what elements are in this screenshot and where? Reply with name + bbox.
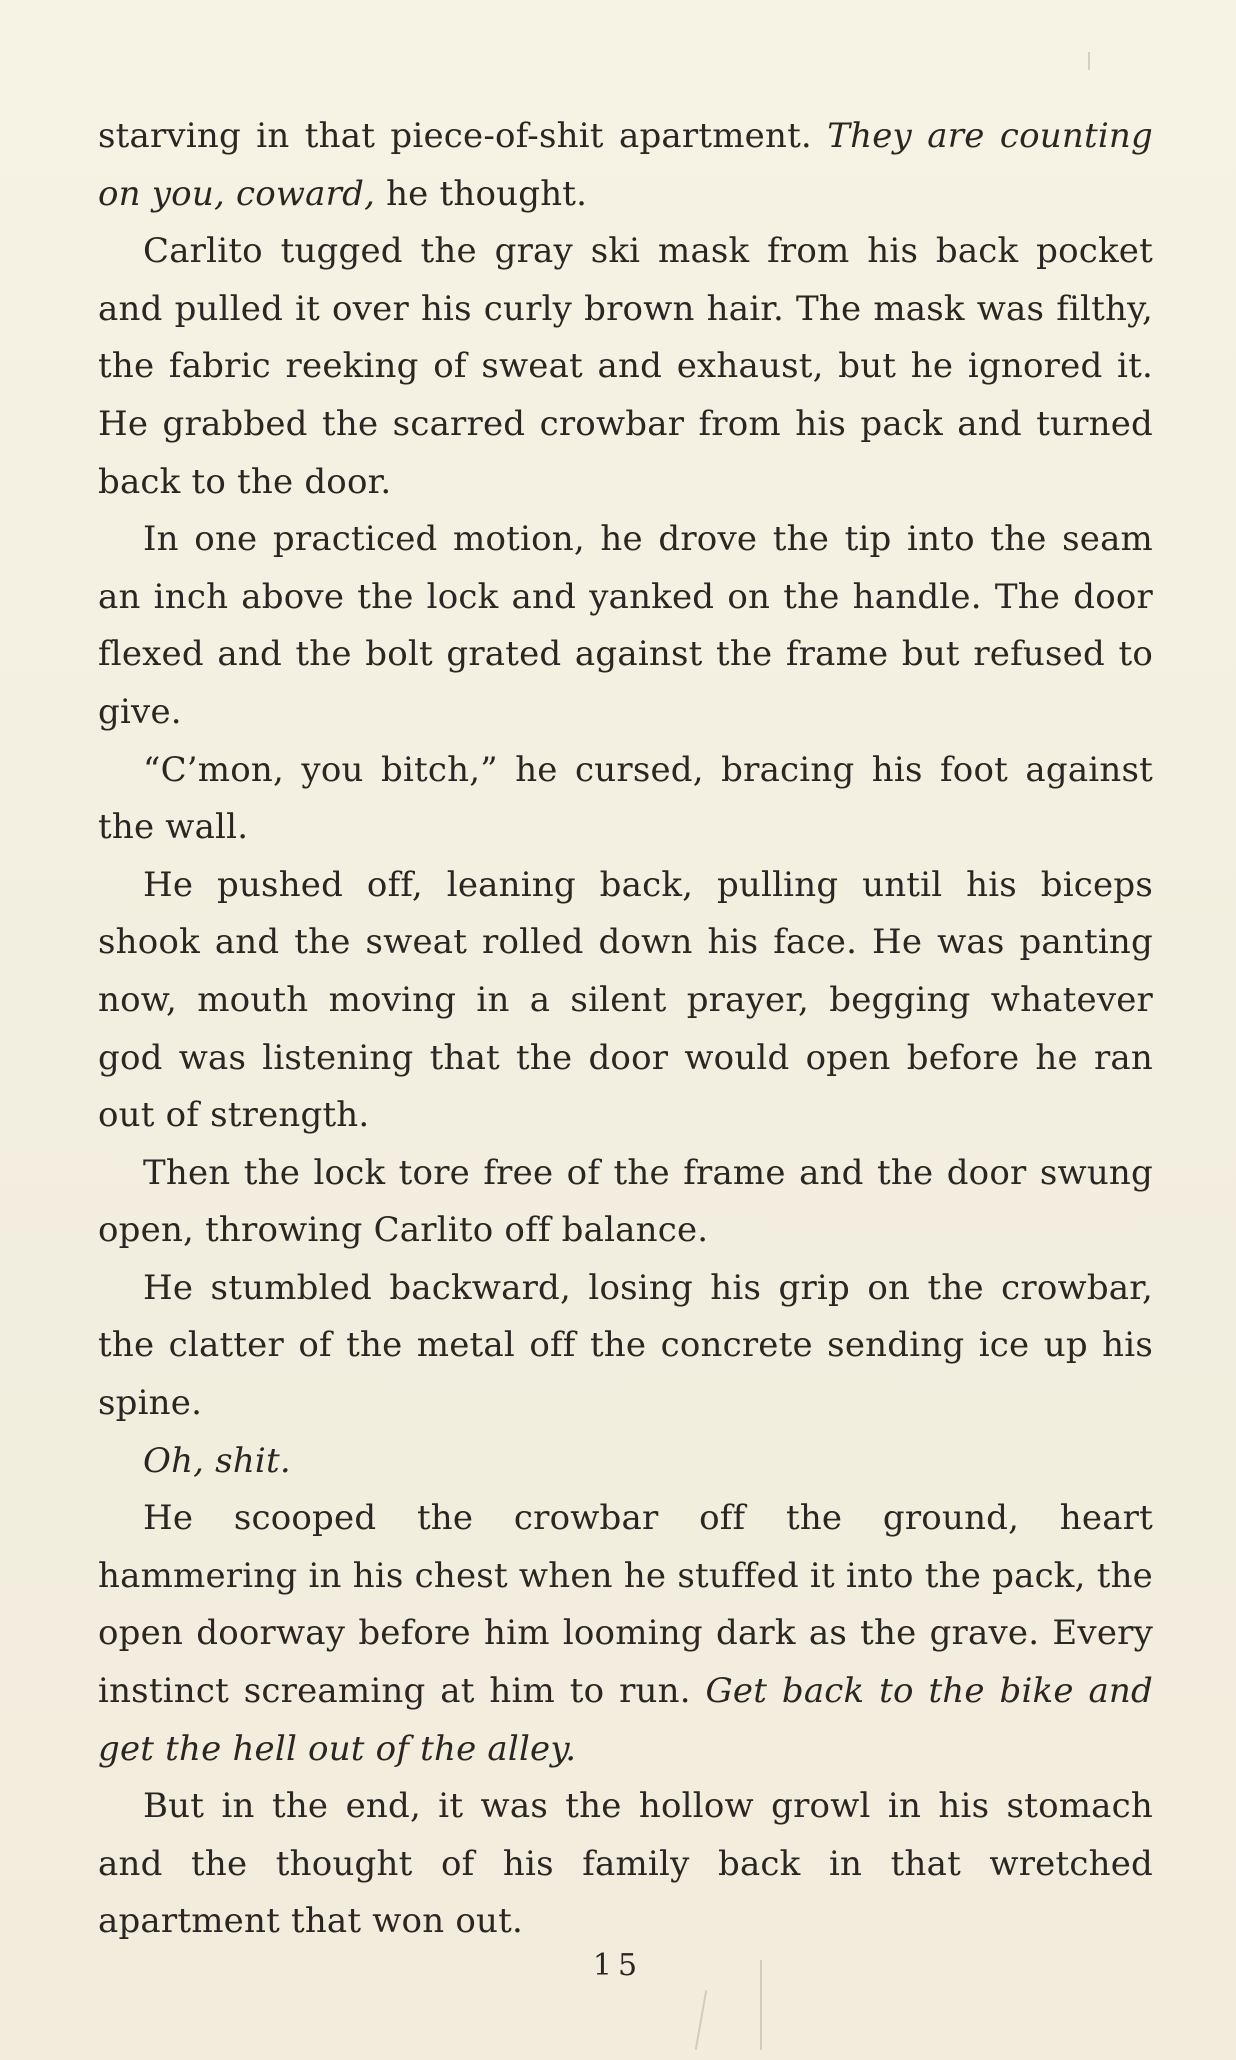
paragraph-1 bbox=[98, 108, 1153, 223]
paper-crease-mark bbox=[1088, 52, 1090, 70]
paragraph-8 bbox=[98, 1433, 1153, 1491]
text-span: He pushed off, leaning back, pulling until his biceps shook and the sweat rolled down his face. He was panting now, mouth moving in a silent prayer, begging whatever god was listening that the door would open before he ran out of strength. bbox=[98, 864, 1153, 1136]
text-span: He stumbled backward, losing his grip on the crowbar, the clatter of the metal off the concrete sending ice up his spine. bbox=[98, 1267, 1153, 1424]
text-span: But in the end, it was the hollow growl in his stomach and the thought of his family back in that wretched apartment that won out. bbox=[98, 1786, 1153, 1942]
text-span: Carlito tugged the gray ski mask from his back pocket and pulled it over his curly brown hair. The mask was filthy, the fabric reeking of sweat and exhaust, but he ignored it. He grabbed the scarred crowbar from his pack and turned back to the door. bbox=[98, 231, 1153, 502]
text-span: he thought. bbox=[375, 173, 588, 214]
paragraph-6 bbox=[98, 1145, 1153, 1260]
paragraph-3 bbox=[98, 511, 1153, 741]
text-span: starving in that piece-of-shit apartment. bbox=[98, 116, 828, 156]
paragraph-2 bbox=[98, 223, 1153, 511]
page-number: 15 bbox=[592, 1948, 644, 1983]
paragraph-9 bbox=[98, 1490, 1153, 1778]
italic-span: They are counting on you, coward, bbox=[98, 116, 1153, 214]
text-span: In one practiced motion, he drove the tip into the seam an inch above the lock and yanked on the handle. The door flexed and the bolt grated against the frame but refused to give. bbox=[98, 519, 1153, 732]
paragraph-4 bbox=[98, 742, 1153, 857]
text-span: Then the lock tore free of the frame and the door swung open, throwing Carlito off balance. bbox=[98, 1152, 1153, 1251]
italic-span: Oh, shit. bbox=[143, 1440, 291, 1481]
paragraph-10 bbox=[98, 1778, 1153, 1951]
paragraph-7 bbox=[98, 1260, 1153, 1433]
body-text bbox=[98, 108, 1153, 1951]
italic-span: Get back to the bike and get the hell out of the alley. bbox=[98, 1671, 1153, 1769]
text-span: “C’mon, you bitch,” he cursed, bracing his foot against the wall. bbox=[98, 749, 1153, 848]
paragraph-5 bbox=[98, 857, 1153, 1145]
text-span: He scooped the crowbar off the ground, heart hammering in his chest when he stuffed it into the pack, the open doorway before him looming dark as the grave. Every instinct screaming at him to run. bbox=[98, 1498, 1153, 1712]
paper-crease-mark bbox=[695, 1990, 707, 2049]
